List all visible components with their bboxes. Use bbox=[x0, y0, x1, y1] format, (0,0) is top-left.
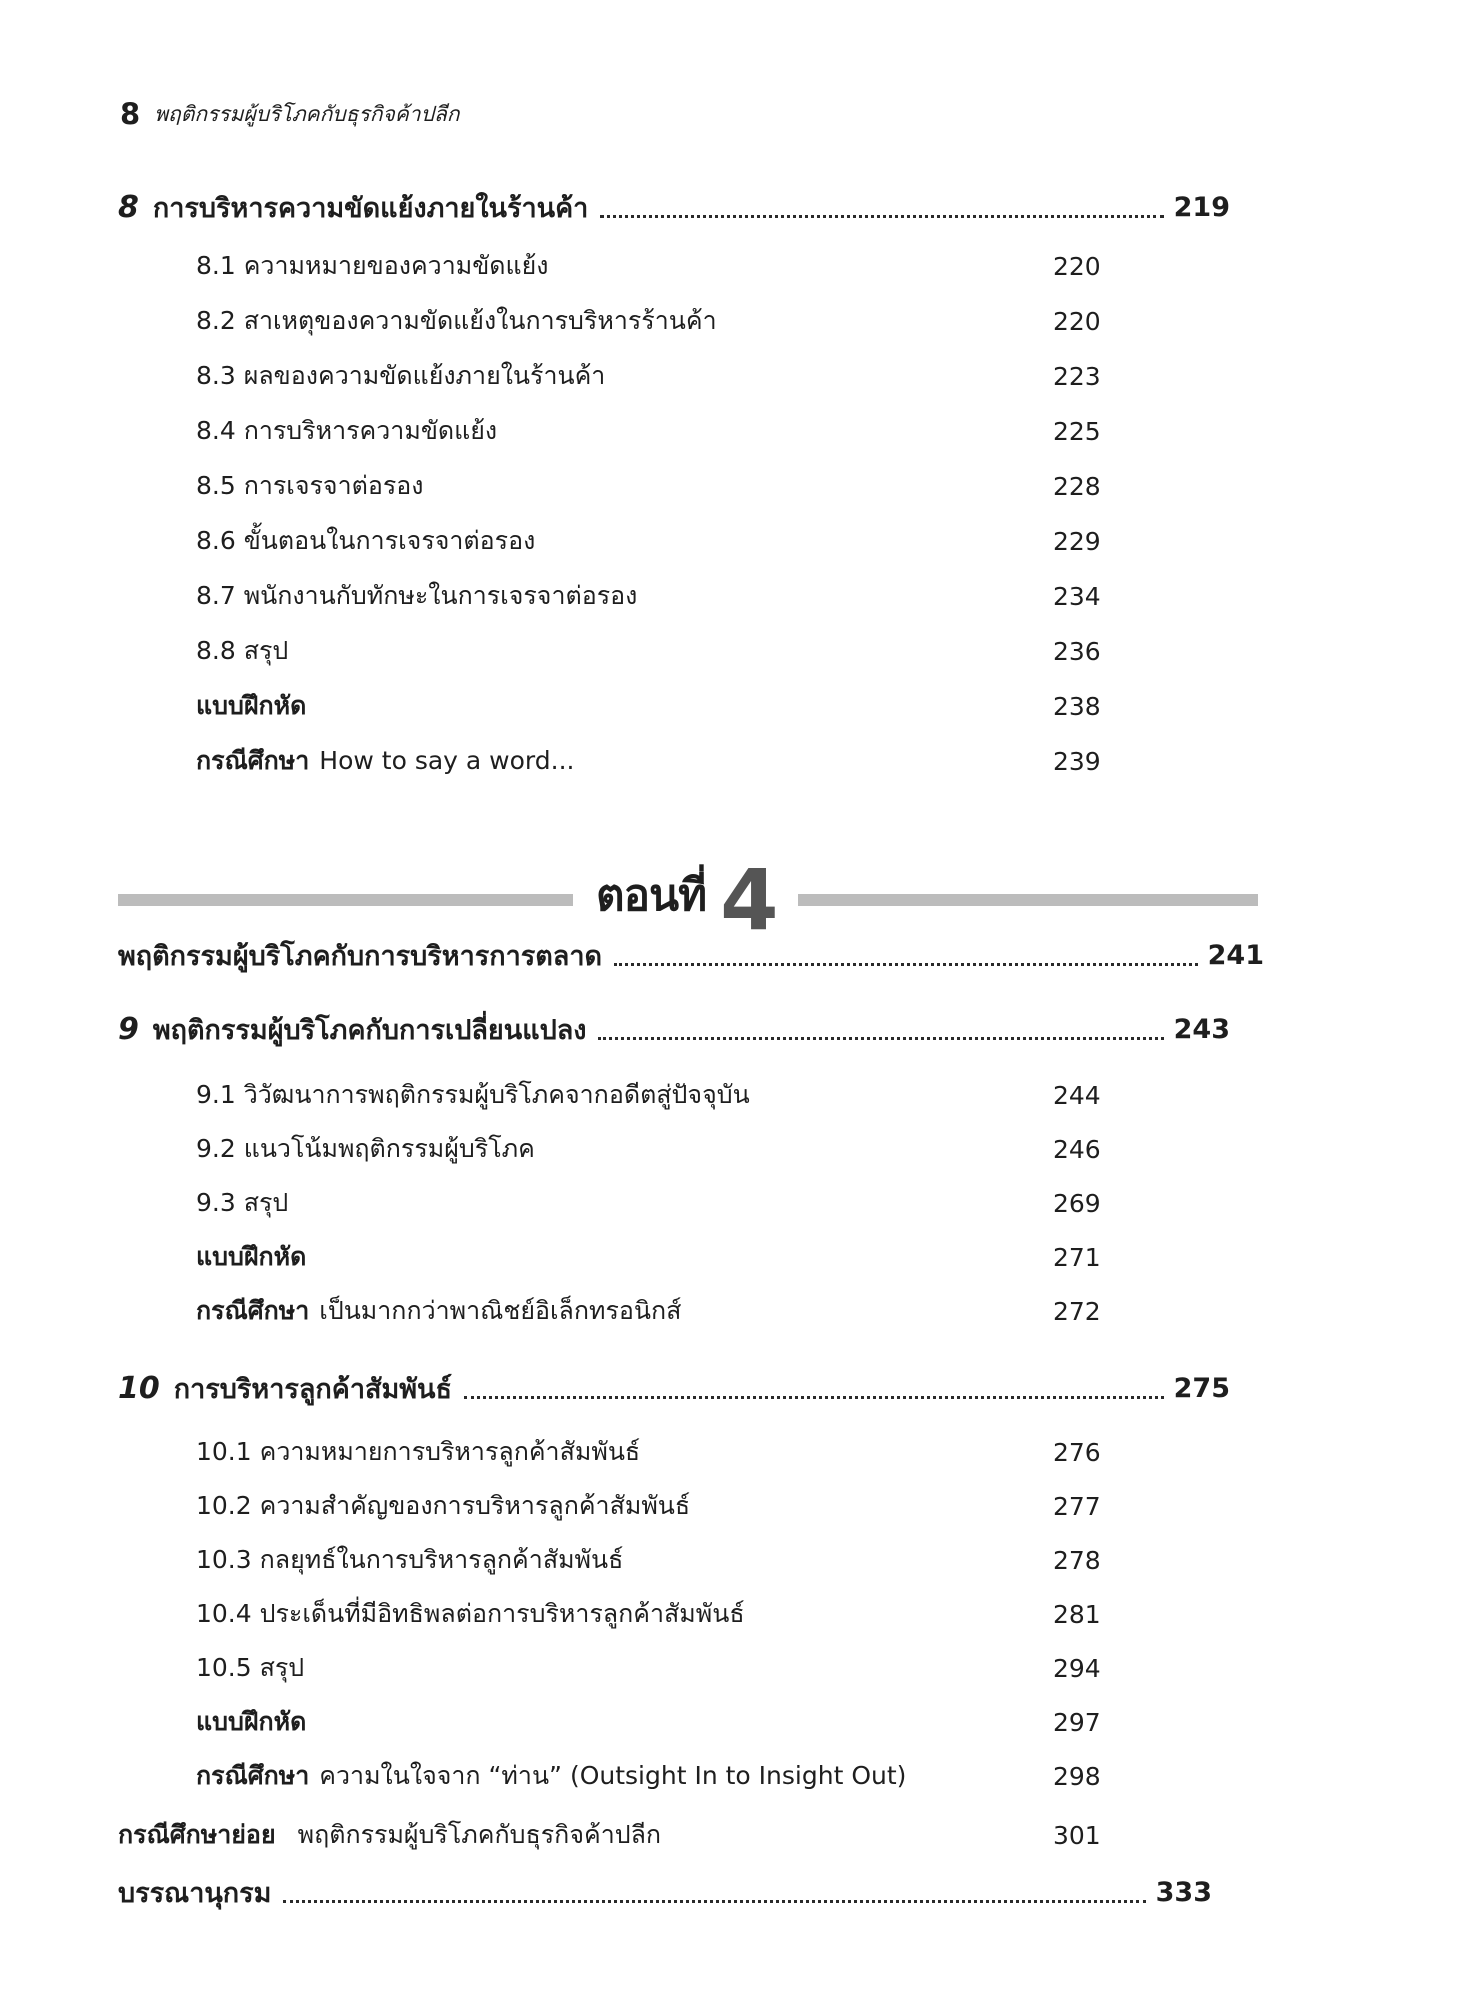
toc-entry-9-3[interactable] bbox=[196, 1183, 1101, 1223]
entry-label: 8.3 ผลของความขัดแย้งภายในร้านค้า bbox=[196, 361, 606, 390]
entry-page: 272 bbox=[1053, 1296, 1101, 1326]
toc-entry-10-exercise[interactable] bbox=[196, 1702, 1101, 1742]
mini-case-prefix: กรณีศึกษาย่อย bbox=[118, 1820, 276, 1849]
toc-entry-8-4[interactable] bbox=[196, 411, 1101, 451]
divider-bar-left bbox=[118, 894, 573, 906]
exercise-label: แบบฝึกหัด bbox=[196, 691, 307, 720]
entry-page: 223 bbox=[1053, 361, 1101, 391]
part-word: ตอนที่ bbox=[596, 870, 707, 921]
mini-case-title: พฤติกรรมผู้บริโภคกับธุรกิจค้าปลีก bbox=[297, 1820, 662, 1849]
chapter-page: 243 bbox=[1173, 1013, 1230, 1045]
bibliography-page: 333 bbox=[1155, 1876, 1212, 1908]
chapter-8-heading[interactable] bbox=[118, 185, 1230, 229]
page-header bbox=[120, 94, 460, 134]
toc-entry-8-7[interactable] bbox=[196, 576, 1101, 616]
part-page: 241 bbox=[1207, 939, 1264, 971]
entry-page: 277 bbox=[1053, 1491, 1101, 1521]
toc-entry-10-2[interactable] bbox=[196, 1486, 1101, 1526]
case-title: เป็นมากกว่าพาณิชย์อิเล็กทรอนิกส์ bbox=[319, 1296, 682, 1325]
entry-page: 246 bbox=[1053, 1134, 1101, 1164]
entry-page: 271 bbox=[1053, 1242, 1101, 1272]
dot-leader bbox=[614, 963, 1198, 966]
entry-label: 8.1 ความหมายของความขัดแย้ง bbox=[196, 251, 549, 280]
entry-page: 239 bbox=[1053, 746, 1101, 776]
exercise-label: แบบฝึกหัด bbox=[196, 1242, 307, 1271]
part-label bbox=[596, 842, 779, 949]
entry-page: 297 bbox=[1053, 1707, 1101, 1737]
entry-page: 220 bbox=[1053, 306, 1101, 336]
toc-entry-8-8[interactable] bbox=[196, 631, 1101, 671]
entry-page: 269 bbox=[1053, 1188, 1101, 1218]
chapter-title: การบริหารความขัดแย้งภายในร้านค้า bbox=[152, 192, 589, 224]
toc-entry-8-1[interactable] bbox=[196, 246, 1101, 286]
entry-page: 234 bbox=[1053, 581, 1101, 611]
entry-label: 10.3 กลยุทธ์ในการบริหารลูกค้าสัมพันธ์ bbox=[196, 1545, 624, 1574]
entry-page: 238 bbox=[1053, 691, 1101, 721]
entry-label: 8.7 พนักงานกับทักษะในการเจรจาต่อรอง bbox=[196, 581, 638, 610]
chapter-9-heading[interactable] bbox=[118, 1007, 1230, 1051]
toc-entry-mini-case[interactable] bbox=[118, 1815, 1101, 1855]
toc-entry-10-4[interactable] bbox=[196, 1594, 1101, 1634]
toc-entry-8-exercise[interactable] bbox=[196, 686, 1101, 726]
toc-entry-8-5[interactable] bbox=[196, 466, 1101, 506]
dot-leader bbox=[464, 1396, 1164, 1399]
entry-page: 220 bbox=[1053, 251, 1101, 281]
toc-entry-8-case[interactable] bbox=[196, 741, 1101, 781]
entry-label: 10.5 สรุป bbox=[196, 1653, 305, 1682]
divider-bar-right bbox=[798, 894, 1258, 906]
entry-page: 301 bbox=[1053, 1820, 1101, 1850]
exercise-label: แบบฝึกหัด bbox=[196, 1707, 307, 1736]
toc-entry-10-5[interactable] bbox=[196, 1648, 1101, 1688]
page-number: 8 bbox=[120, 97, 141, 131]
entry-label: 10.2 ความสำคัญของการบริหารลูกค้าสัมพันธ์ bbox=[196, 1491, 691, 1520]
bibliography-heading[interactable] bbox=[118, 1870, 1212, 1914]
toc-entry-10-case[interactable] bbox=[196, 1756, 1101, 1796]
dot-leader bbox=[600, 215, 1163, 218]
bibliography-title: บรรณานุกรม bbox=[118, 1877, 272, 1909]
toc-entry-8-6[interactable] bbox=[196, 521, 1101, 561]
toc-entry-10-1[interactable] bbox=[196, 1432, 1101, 1472]
case-prefix: กรณีศึกษา bbox=[196, 746, 310, 775]
toc-entry-9-1[interactable] bbox=[196, 1075, 1101, 1115]
chapter-number: 8 bbox=[118, 189, 139, 225]
entry-page: 225 bbox=[1053, 416, 1101, 446]
chapter-number: 10 bbox=[118, 1370, 160, 1406]
part-number: 4 bbox=[720, 851, 779, 949]
chapter-number: 9 bbox=[118, 1011, 139, 1047]
chapter-title: การบริหารลูกค้าสัมพันธ์ bbox=[173, 1373, 452, 1405]
part-divider bbox=[118, 842, 1258, 949]
chapter-10-heading[interactable] bbox=[118, 1366, 1230, 1410]
toc-entry-10-3[interactable] bbox=[196, 1540, 1101, 1580]
case-prefix: กรณีศึกษา bbox=[196, 1761, 310, 1790]
entry-page: 228 bbox=[1053, 471, 1101, 501]
part-4-heading[interactable] bbox=[118, 933, 1264, 977]
entry-label: 8.2 สาเหตุของความขัดแย้งในการบริหารร้านค้า bbox=[196, 306, 717, 335]
case-prefix: กรณีศึกษา bbox=[196, 1296, 310, 1325]
toc-entry-8-3[interactable] bbox=[196, 356, 1101, 396]
entry-label: 8.4 การบริหารความขัดแย้ง bbox=[196, 416, 498, 445]
entry-page: 298 bbox=[1053, 1761, 1101, 1791]
entry-page: 278 bbox=[1053, 1545, 1101, 1575]
dot-leader bbox=[598, 1037, 1163, 1040]
entry-label: 9.3 สรุป bbox=[196, 1188, 289, 1217]
entry-label: 8.6 ขั้นตอนในการเจรจาต่อรอง bbox=[196, 526, 536, 555]
entry-page: 281 bbox=[1053, 1599, 1101, 1629]
toc-entry-9-2[interactable] bbox=[196, 1129, 1101, 1169]
entry-label: 9.2 แนวโน้มพฤติกรรมผู้บริโภค bbox=[196, 1134, 535, 1163]
toc-entry-9-case[interactable] bbox=[196, 1291, 1101, 1331]
case-title: ความในใจจาก “ท่าน” (Outsight In to Insight Out) bbox=[319, 1761, 907, 1790]
entry-label: 8.8 สรุป bbox=[196, 636, 289, 665]
entry-page: 229 bbox=[1053, 526, 1101, 556]
entry-page: 236 bbox=[1053, 636, 1101, 666]
chapter-title: พฤติกรรมผู้บริโภคกับการเปลี่ยนแปลง bbox=[152, 1014, 587, 1046]
entry-label: 9.1 วิวัฒนาการพฤติกรรมผู้บริโภคจากอดีตสู่ปัจจุบัน bbox=[196, 1080, 750, 1109]
chapter-page: 275 bbox=[1173, 1372, 1230, 1404]
entry-label: 10.4 ประเด็นที่มีอิทธิพลต่อการบริหารลูกค้าสัมพันธ์ bbox=[196, 1599, 745, 1628]
toc-entry-9-exercise[interactable] bbox=[196, 1237, 1101, 1277]
entry-page: 244 bbox=[1053, 1080, 1101, 1110]
entry-page: 294 bbox=[1053, 1653, 1101, 1683]
chapter-page: 219 bbox=[1173, 191, 1230, 223]
case-title: How to say a word... bbox=[319, 746, 575, 775]
running-title: พฤติกรรมผู้บริโภคกับธุรกิจค้าปลีก bbox=[154, 101, 460, 126]
entry-label: 8.5 การเจรจาต่อรอง bbox=[196, 471, 424, 500]
dot-leader bbox=[283, 1900, 1145, 1903]
part-title: พฤติกรรมผู้บริโภคกับการบริหารการตลาด bbox=[118, 940, 603, 972]
entry-label: 10.1 ความหมายการบริหารลูกค้าสัมพันธ์ bbox=[196, 1437, 641, 1466]
entry-page: 276 bbox=[1053, 1437, 1101, 1467]
toc-entry-8-2[interactable] bbox=[196, 301, 1101, 341]
